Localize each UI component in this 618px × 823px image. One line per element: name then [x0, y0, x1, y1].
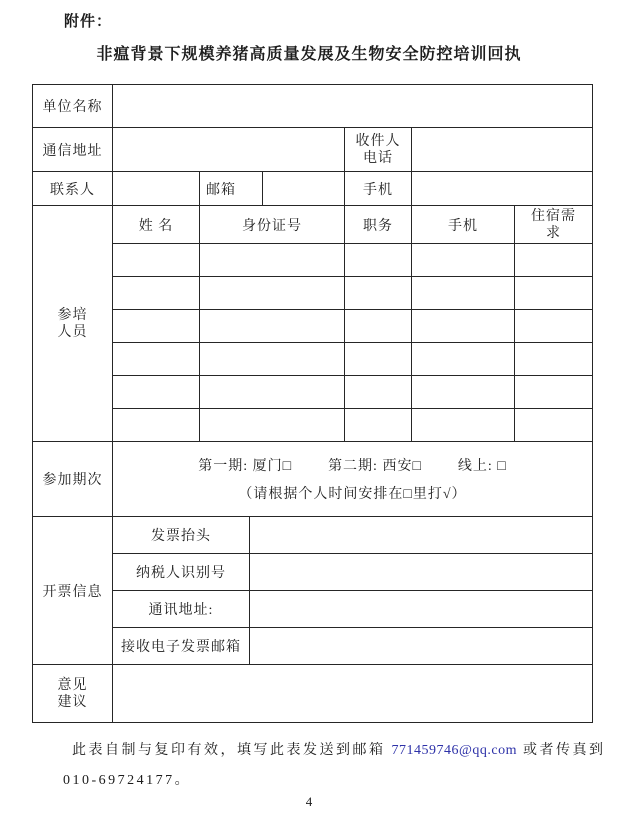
participant-id-cell	[200, 409, 345, 442]
address-input-cell	[113, 128, 345, 172]
recipient-phone-label: 收件人 电话	[345, 128, 412, 172]
invoice-label: 开票信息	[33, 517, 113, 665]
participants-label: 参培 人员	[33, 206, 113, 442]
feedback-input-cell	[113, 665, 593, 723]
registration-table	[32, 84, 593, 723]
mobile-label: 手机	[345, 172, 412, 206]
address-row	[33, 128, 593, 172]
contact-label: 联系人	[33, 172, 113, 206]
participant-lodging-cell	[515, 244, 593, 277]
session-note: （请根据个人时间安排在□里打√）	[238, 487, 467, 502]
participants-header-row	[33, 206, 593, 244]
participant-lodging-cell	[515, 409, 593, 442]
address-label: 通信地址	[33, 128, 113, 172]
footer-line1: 此表自制与复印有效，填写此表发送到邮箱 771459746@qq.com 或者传真到	[72, 743, 606, 758]
footer-note	[63, 736, 606, 796]
invoice-title-input-cell	[250, 517, 593, 554]
participant-id-cell	[200, 244, 345, 277]
participant-row	[33, 343, 593, 376]
unit-name-input-cell	[113, 85, 593, 128]
invoice-title-label: 发票抬头	[113, 517, 250, 554]
invoice-row	[33, 554, 593, 591]
session-label: 参加期次	[33, 442, 113, 517]
participant-lodging-cell	[515, 277, 593, 310]
invoice-address-input-cell	[250, 591, 593, 628]
email-label: 邮箱	[200, 172, 263, 206]
session-option-xiamen: 第一期: 厦门□	[198, 459, 293, 474]
participant-title-cell	[345, 244, 412, 277]
participants-header-name: 姓 名	[113, 206, 200, 244]
participant-row	[33, 409, 593, 442]
participant-lodging-cell	[515, 343, 593, 376]
participant-title-cell	[345, 310, 412, 343]
participants-header-title: 职务	[345, 206, 412, 244]
participant-id-cell	[200, 343, 345, 376]
participant-name-cell	[113, 244, 200, 277]
participant-row	[33, 376, 593, 409]
invoice-row	[33, 628, 593, 665]
feedback-row	[33, 665, 593, 723]
participant-row	[33, 277, 593, 310]
participant-id-cell	[200, 376, 345, 409]
mobile-input-cell	[412, 172, 593, 206]
page-number: 4	[305, 794, 313, 809]
invoice-taxid-label: 纳税人识别号	[113, 554, 250, 591]
invoice-email-input-cell	[250, 628, 593, 665]
participant-mobile-cell	[412, 343, 515, 376]
participant-mobile-cell	[412, 409, 515, 442]
invoice-email-label: 接收电子发票邮箱	[113, 628, 250, 665]
participant-title-cell	[345, 277, 412, 310]
participant-lodging-cell	[515, 376, 593, 409]
participant-title-cell	[345, 343, 412, 376]
page-title: 非瘟背景下规模养猪高质量发展及生物安全防控培训回执	[96, 46, 522, 63]
invoice-row	[33, 591, 593, 628]
participant-name-cell	[113, 310, 200, 343]
participant-mobile-cell	[412, 310, 515, 343]
session-row	[33, 442, 593, 517]
participants-header-id: 身份证号	[200, 206, 345, 244]
participant-id-cell	[200, 310, 345, 343]
session-option-xian: 第二期: 西安□	[328, 459, 422, 474]
invoice-taxid-input-cell	[250, 554, 593, 591]
participant-name-cell	[113, 409, 200, 442]
feedback-label: 意见 建议	[33, 665, 113, 723]
invoice-row	[33, 517, 593, 554]
participants-header-mobile: 手机	[412, 206, 515, 244]
participant-mobile-cell	[412, 376, 515, 409]
participant-lodging-cell	[515, 310, 593, 343]
participant-name-cell	[113, 376, 200, 409]
session-option-online: 线上: □	[457, 459, 507, 474]
attachment-label: 附件：	[64, 14, 113, 30]
session-options	[113, 455, 592, 475]
participant-row	[33, 310, 593, 343]
participant-mobile-cell	[412, 277, 515, 310]
contact-input-cell	[113, 172, 200, 206]
recipient-phone-input-cell	[412, 128, 593, 172]
participant-name-cell	[113, 343, 200, 376]
email-input-cell	[263, 172, 345, 206]
session-options-cell	[113, 442, 593, 517]
contact-email: 771459746@qq.com	[391, 743, 517, 758]
participant-mobile-cell	[412, 244, 515, 277]
participant-name-cell	[113, 277, 200, 310]
footer-fax-number: 010-69724177。	[63, 773, 192, 788]
participant-id-cell	[200, 277, 345, 310]
participants-header-lodging: 住宿需 求	[515, 206, 593, 244]
participant-row	[33, 244, 593, 277]
unit-name-row	[33, 85, 593, 128]
contact-row	[33, 172, 593, 206]
invoice-address-label: 通讯地址:	[113, 591, 250, 628]
participant-title-cell	[345, 409, 412, 442]
participant-title-cell	[345, 376, 412, 409]
unit-name-label: 单位名称	[33, 85, 113, 128]
